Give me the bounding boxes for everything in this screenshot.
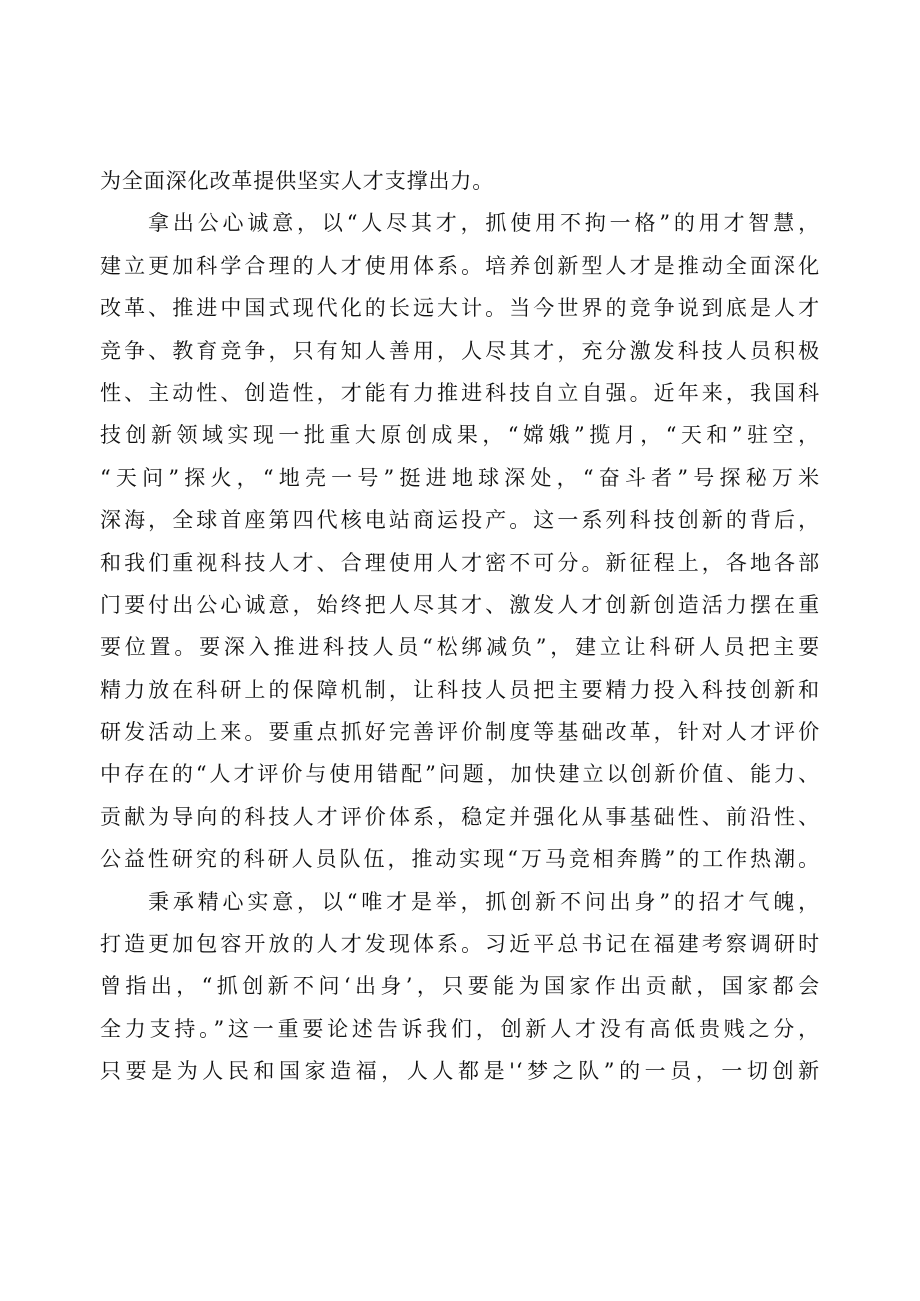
text-line: 要位置。要深入推进科技人员“松绑减负”，建立让科研人员把主要 xyxy=(100,635,820,660)
text-line: 曾指出，“抓创新不问‘出身’，只要能为国家作出贡献，国家都会 xyxy=(100,974,820,999)
text-line: 打造更加包容开放的人才发现体系。习近平总书记在福建考察调研时 xyxy=(100,932,820,957)
text-line: “天问”探火，“地壳一号”挺进地球深处，“奋斗者”号探秘万米 xyxy=(100,465,820,490)
text-line: 改革、推进中国式现代化的长远大计。当今世界的竞争说到底是人才 xyxy=(100,296,820,321)
text-line: 全力支持。”这一重要论述告诉我们，创新人才没有高低贵贱之分， xyxy=(100,1016,820,1041)
text-line: 竞争、教育竞争，只有知人善用，人尽其才，充分激发科技人员积极 xyxy=(100,338,820,363)
text-line: 秉承精心实意，以“唯才是举，抓创新不问出身”的招才气魄， xyxy=(148,889,820,914)
text-line: 技创新领域实现一批重大原创成果，“嫦娥”揽月，“天和”驻空， xyxy=(100,423,820,448)
text-line: 性、主动性、创造性，才能有力推进科技自立自强。近年来，我国科 xyxy=(100,380,820,405)
text-line: 只要是为人民和国家造福，人人都是'‘梦之队”的一员，一切创新 xyxy=(100,1059,820,1084)
text-line: 门要付出公心诚意，始终把人尽其才、激发人才创新创造活力摆在重 xyxy=(100,592,820,617)
text-line: 拿出公心诚意，以“人尽其才，抓使用不拘一格”的用才智慧， xyxy=(148,211,820,236)
text-line: 精力放在科研上的保障机制，让科技人员把主要精力投入科技创新和 xyxy=(100,677,820,702)
text-line: 贡献为导向的科技人才评价体系，稳定并强化从事基础性、前沿性、 xyxy=(100,804,820,829)
text-line: 深海，全球首座第四代核电站商运投产。这一系列科技创新的背后， xyxy=(100,508,820,533)
text-line: 为全面深化改革提供坚实人才支撑出力。 xyxy=(100,169,495,193)
text-line: 和我们重视科技人才、合理使用人才密不可分。新征程上，各地各部 xyxy=(100,550,820,575)
document-body xyxy=(100,160,820,1093)
text-line: 建立更加科学合理的人才使用体系。培养创新型人才是推动全面深化 xyxy=(100,253,820,278)
text-line: 研发活动上来。要重点抓好完善评价制度等基础改革，针对人才评价 xyxy=(100,720,820,745)
text-line: 公益性研究的科研人员队伍，推动实现“万马竞相奔腾”的工作热潮。 xyxy=(100,847,820,872)
text-line: 中存在的“人才评价与使用错配”问题，加快建立以创新价值、能力、 xyxy=(100,762,820,787)
